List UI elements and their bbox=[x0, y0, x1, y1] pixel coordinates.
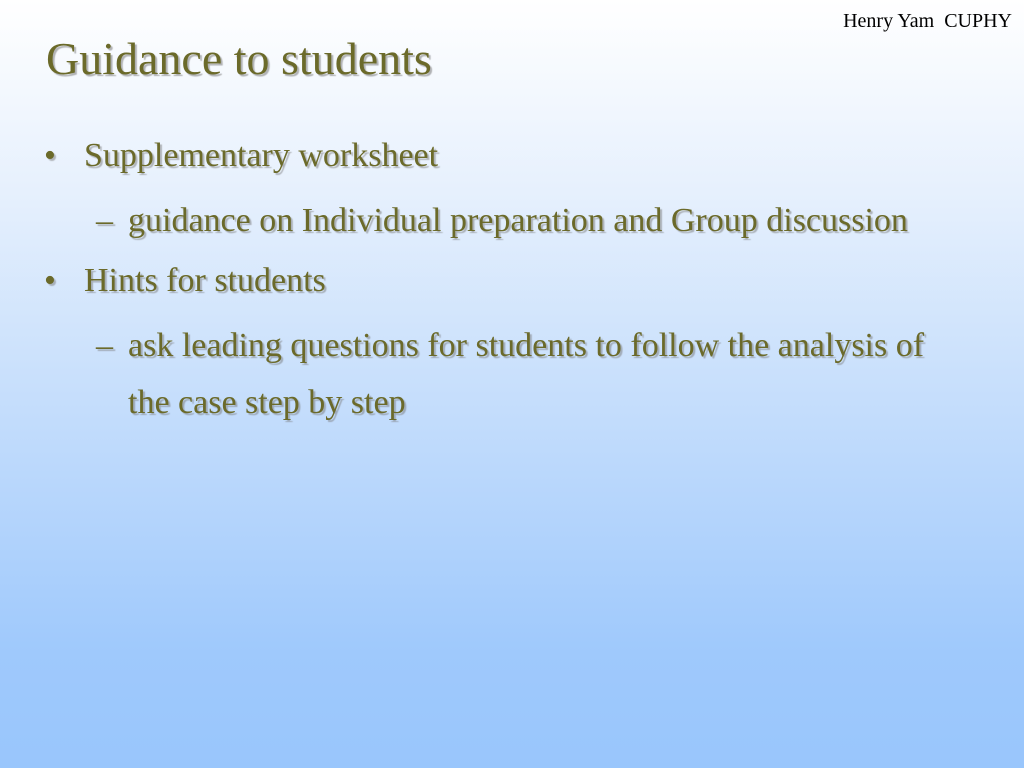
dash-marker: – bbox=[96, 202, 113, 239]
bullet-item-supplementary-worksheet bbox=[44, 134, 944, 178]
dash-marker: – bbox=[96, 327, 113, 364]
bullet-marker: • bbox=[44, 262, 56, 299]
sub-item-guidance bbox=[44, 192, 944, 249]
bullet-marker: • bbox=[44, 137, 56, 174]
sub-item-leading-questions bbox=[44, 317, 944, 431]
author-credit: Henry Yam CUPHY bbox=[843, 10, 1012, 32]
bullet-item-hints bbox=[44, 259, 944, 303]
bullet-text: Hints for students bbox=[84, 262, 326, 299]
bullet-text: Supplementary worksheet bbox=[84, 137, 439, 174]
slide-body bbox=[44, 134, 944, 441]
slide-title: Guidance to students bbox=[46, 33, 432, 84]
sub-item-text: guidance on Individual preparation and Group discussion bbox=[128, 202, 908, 239]
sub-item-text: ask leading questions for students to follow the analysis of the case step by step bbox=[128, 327, 925, 421]
